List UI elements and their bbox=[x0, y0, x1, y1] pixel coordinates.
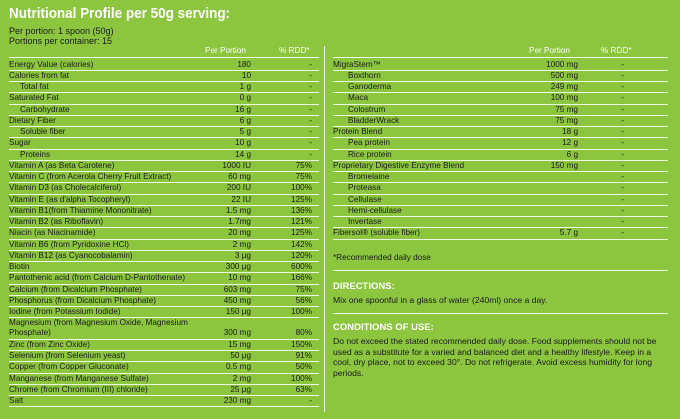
row-rdd: - bbox=[621, 172, 624, 181]
row-amount: 2 mg bbox=[232, 373, 251, 383]
table-row bbox=[9, 60, 319, 71]
row-label: Hemi-cellulase bbox=[348, 205, 402, 215]
row-label: Salt bbox=[9, 396, 24, 405]
table-row bbox=[333, 116, 668, 127]
row-amount: 230 mg bbox=[223, 396, 251, 405]
row-amount: 150 mg bbox=[550, 160, 578, 170]
row-label: Energy Value (calories) bbox=[9, 59, 94, 69]
row-label: Dietary Fiber bbox=[9, 115, 56, 125]
row-label: Vitamin C (from Acerola Cherry Fruit Extract) bbox=[9, 172, 172, 181]
row-label: Vitamin A (as Beta Carotene) bbox=[9, 160, 115, 170]
table-row bbox=[9, 150, 319, 161]
row-rdd: 120% bbox=[291, 250, 312, 260]
row-amount: 249 mg bbox=[550, 82, 578, 91]
row-rdd: - bbox=[621, 205, 624, 215]
left-col-per-portion: Per Portion bbox=[205, 46, 246, 55]
table-row bbox=[9, 318, 319, 340]
row-label: Boxthorn bbox=[348, 70, 381, 80]
row-amount: 300 μg bbox=[225, 262, 251, 271]
row-label: Cellulase bbox=[348, 194, 382, 204]
row-label: Vitamin B2 (as Riboflavin) bbox=[9, 217, 104, 226]
row-label: Colostrum bbox=[348, 104, 386, 114]
row-amount: 100 mg bbox=[550, 93, 578, 103]
table-row bbox=[9, 351, 319, 362]
row-amount: 10 mg bbox=[228, 273, 251, 283]
row-rdd: - bbox=[309, 115, 312, 125]
row-rdd: - bbox=[621, 183, 624, 193]
table-row bbox=[9, 228, 319, 239]
page-title: Nutritional Profile per 50g serving: bbox=[9, 6, 231, 22]
row-amount: 22 IU bbox=[231, 194, 251, 204]
row-label: Magnesium (from Magnesium Oxide, Magnesium Phosphate) bbox=[9, 318, 188, 338]
row-rdd: - bbox=[621, 138, 624, 148]
row-amount: 5.7 g bbox=[559, 228, 578, 238]
table-row bbox=[333, 172, 668, 183]
row-amount: 18 g bbox=[562, 127, 578, 136]
row-amount: 10 bbox=[241, 70, 251, 80]
table-row bbox=[9, 116, 319, 127]
row-rdd: - bbox=[621, 127, 624, 136]
table-row bbox=[9, 138, 319, 149]
row-amount: 1.7mg bbox=[228, 217, 251, 226]
row-amount: 0 g bbox=[239, 93, 251, 103]
row-amount: 1000 IU bbox=[222, 160, 251, 170]
row-label: Phosphorus (from Dicalcium Phosphate) bbox=[9, 295, 156, 305]
row-amount: 1000 mg bbox=[546, 59, 578, 69]
row-label: Rice protein bbox=[348, 149, 392, 159]
row-rdd: - bbox=[621, 228, 624, 238]
row-rdd: - bbox=[621, 93, 624, 103]
row-rdd: 125% bbox=[291, 194, 312, 204]
row-amount: 603 mg bbox=[223, 284, 251, 294]
table-row bbox=[9, 161, 319, 172]
table-row bbox=[9, 307, 319, 318]
left-col-rdd: % RDD* bbox=[279, 46, 310, 55]
row-label: Chrome (from Chromium (III) chloride) bbox=[9, 384, 148, 394]
row-rdd: 142% bbox=[291, 239, 312, 249]
row-label: Pea protein bbox=[348, 138, 390, 148]
table-row bbox=[9, 206, 319, 217]
row-rdd: - bbox=[309, 127, 312, 136]
left-rows bbox=[9, 60, 319, 408]
directions-rule bbox=[333, 313, 668, 314]
row-amount: 300 mg bbox=[223, 328, 251, 338]
row-rdd: 125% bbox=[291, 228, 312, 238]
row-rdd: - bbox=[621, 217, 624, 226]
table-row bbox=[9, 385, 319, 396]
row-rdd: - bbox=[621, 115, 624, 125]
row-rdd: 100% bbox=[291, 183, 312, 193]
table-row bbox=[333, 71, 668, 82]
row-label: MigraStem™ bbox=[333, 59, 381, 69]
row-amount: 75 mg bbox=[555, 115, 578, 125]
row-amount: 60 mg bbox=[228, 172, 251, 181]
table-row bbox=[333, 105, 668, 116]
row-label: Protein Blend bbox=[333, 127, 383, 136]
row-amount: 20 mg bbox=[228, 228, 251, 238]
table-row bbox=[333, 93, 668, 104]
table-row bbox=[333, 127, 668, 138]
row-label: Proteins bbox=[20, 149, 51, 159]
row-amount: 15 mg bbox=[228, 339, 251, 349]
row-rdd: 150% bbox=[291, 339, 312, 349]
row-amount: 500 mg bbox=[550, 70, 578, 80]
row-amount: 5 g bbox=[239, 127, 251, 136]
row-rdd: 91% bbox=[295, 351, 312, 360]
table-row bbox=[9, 262, 319, 273]
conditions-heading: CONDITIONS OF USE: bbox=[333, 322, 434, 333]
row-amount: 10 g bbox=[235, 138, 251, 148]
directions-heading: DIRECTIONS: bbox=[333, 281, 395, 292]
row-label: Fibersol® (soluble fiber) bbox=[333, 228, 421, 238]
row-rdd: 50% bbox=[295, 362, 312, 372]
table-row bbox=[333, 206, 668, 217]
row-amount: 150 μg bbox=[225, 307, 251, 316]
row-label: Manganese (from Manganese Sulfate) bbox=[9, 373, 149, 383]
table-row bbox=[333, 217, 668, 228]
table-row bbox=[333, 195, 668, 206]
row-label: Bromelaine bbox=[348, 172, 390, 181]
row-rdd: 75% bbox=[295, 284, 312, 294]
row-label: Total fat bbox=[20, 82, 49, 91]
table-row bbox=[9, 217, 319, 228]
right-header-rule bbox=[333, 57, 668, 58]
row-rdd: - bbox=[621, 82, 624, 91]
table-row bbox=[9, 195, 319, 206]
row-label: Copper (from Copper Gluconate) bbox=[9, 362, 129, 372]
row-rdd: - bbox=[309, 70, 312, 80]
row-amount: 180 bbox=[237, 59, 251, 69]
row-label: Vitamin E (as d'alpha Tocopheryl) bbox=[9, 194, 131, 204]
row-rdd: 75% bbox=[295, 160, 312, 170]
row-amount: 16 g bbox=[235, 104, 251, 114]
row-amount: 6 g bbox=[239, 115, 251, 125]
table-row bbox=[9, 374, 319, 385]
row-label: Maca bbox=[348, 93, 369, 103]
right-col-rdd: % RDD* bbox=[601, 46, 632, 55]
row-label: Ganoderma bbox=[348, 82, 392, 91]
row-rdd: - bbox=[621, 104, 624, 114]
table-row bbox=[333, 183, 668, 194]
footnote-rule bbox=[333, 270, 668, 271]
footnote: *Recommended daily dose bbox=[333, 253, 431, 262]
row-label: Biotin bbox=[9, 262, 30, 271]
directions-text: Mix one spoonful in a glass of water (240ml) once a day. bbox=[333, 295, 548, 305]
row-label: Calcium (from Dicalcium Phosphate) bbox=[9, 284, 142, 294]
row-amount: 12 g bbox=[562, 138, 578, 148]
table-row bbox=[9, 82, 319, 93]
table-row bbox=[333, 161, 668, 172]
row-amount: 75 mg bbox=[555, 104, 578, 114]
row-label: Saturated Fat bbox=[9, 93, 59, 103]
row-label: Proteasa bbox=[348, 183, 381, 193]
row-rdd: - bbox=[621, 70, 624, 80]
row-label: Pantothenic acid (from Calcium D-Pantothenate) bbox=[9, 273, 186, 283]
right-col-per-portion: Per Portion bbox=[529, 46, 570, 55]
table-row bbox=[9, 71, 319, 82]
row-rdd: 100% bbox=[291, 307, 312, 316]
table-row bbox=[9, 93, 319, 104]
table-row bbox=[9, 251, 319, 262]
row-label: Calories from fat bbox=[9, 70, 70, 80]
row-label: Vitamin B12 (as Cyanocobalamin) bbox=[9, 250, 133, 260]
row-rdd: - bbox=[309, 104, 312, 114]
table-row bbox=[9, 340, 319, 351]
row-rdd: - bbox=[621, 194, 624, 204]
row-label: Vitamin B1(from Thiamine Mononitrate) bbox=[9, 205, 152, 215]
table-row bbox=[9, 285, 319, 296]
row-label: Niacin (as Niacinamide) bbox=[9, 228, 96, 238]
row-rdd: - bbox=[621, 149, 624, 159]
table-row bbox=[9, 105, 319, 116]
conditions-text: Do not exceed the stated recommended daily dose. Food supplements should not be used as a substitute for a varied and balanced diet and a healthy lifestyle. Keep in a cool, dry place, not to exceed 30°. Do not refrigerate. Avoid excess humidity for long periods. bbox=[333, 336, 657, 378]
row-amount: 200 IU bbox=[226, 183, 251, 193]
row-amount: 3 μg bbox=[234, 250, 251, 260]
per-portion-text: Per portion: 1 spoon (50g) bbox=[9, 26, 114, 36]
row-amount: 50 μg bbox=[230, 351, 251, 360]
row-amount: 1 g bbox=[239, 82, 251, 91]
table-row bbox=[9, 240, 319, 251]
row-rdd: - bbox=[309, 93, 312, 103]
row-rdd: - bbox=[309, 396, 312, 405]
row-label: Invertase bbox=[348, 217, 382, 226]
row-rdd: 121% bbox=[291, 217, 312, 226]
table-row bbox=[9, 183, 319, 194]
row-label: Vitamin B6 (from Pyridoxine HCl) bbox=[9, 239, 129, 249]
row-amount: 6 g bbox=[566, 149, 578, 159]
row-amount: 0.5 mg bbox=[225, 362, 251, 372]
row-rdd: - bbox=[309, 59, 312, 69]
table-row bbox=[333, 82, 668, 93]
row-rdd: 56% bbox=[295, 295, 312, 305]
table-row bbox=[333, 150, 668, 161]
row-rdd: 75% bbox=[295, 172, 312, 181]
row-rdd: 100% bbox=[291, 373, 312, 383]
row-amount: 14 g bbox=[235, 149, 251, 159]
table-row bbox=[9, 172, 319, 183]
row-label: Soluble fiber bbox=[20, 127, 66, 136]
row-amount: 2 mg bbox=[232, 239, 251, 249]
row-rdd: 600% bbox=[291, 262, 312, 271]
row-label: Vitamin D3 (as Cholecalciferol) bbox=[9, 183, 122, 193]
table-row bbox=[333, 228, 668, 239]
table-row bbox=[9, 362, 319, 373]
row-label: BladderWrack bbox=[348, 115, 400, 125]
table-row bbox=[9, 127, 319, 138]
table-row bbox=[9, 273, 319, 284]
table-row bbox=[333, 138, 668, 149]
left-header-rule bbox=[9, 57, 319, 58]
row-rdd: 166% bbox=[291, 273, 312, 283]
row-rdd: 80% bbox=[295, 328, 312, 338]
row-amount: 450 mg bbox=[223, 295, 251, 305]
row-amount: 25 μg bbox=[230, 384, 251, 394]
table-row bbox=[333, 60, 668, 71]
table-row bbox=[9, 296, 319, 307]
row-label: Iodine (from Potassium Iodide) bbox=[9, 307, 121, 316]
row-label: Proprietary Digestive Enzyme Blend bbox=[333, 160, 465, 170]
row-label: Selenium (from Selenium yeast) bbox=[9, 351, 126, 360]
row-rdd: - bbox=[309, 138, 312, 148]
row-amount: 1.5 mg bbox=[225, 205, 251, 215]
row-rdd: 63% bbox=[295, 384, 312, 394]
row-label: Sugar bbox=[9, 138, 31, 148]
row-rdd: - bbox=[621, 160, 624, 170]
row-label: Zinc (from Zinc Oxide) bbox=[9, 339, 90, 349]
row-rdd: - bbox=[621, 59, 624, 69]
table-row bbox=[9, 396, 319, 407]
right-rows bbox=[333, 60, 668, 240]
column-divider bbox=[324, 46, 325, 412]
row-label: Carbohydrate bbox=[20, 104, 70, 114]
row-rdd: - bbox=[309, 149, 312, 159]
row-rdd: - bbox=[309, 82, 312, 91]
portions-text: Portions per container: 15 bbox=[9, 36, 113, 46]
row-rdd: 136% bbox=[291, 205, 312, 215]
